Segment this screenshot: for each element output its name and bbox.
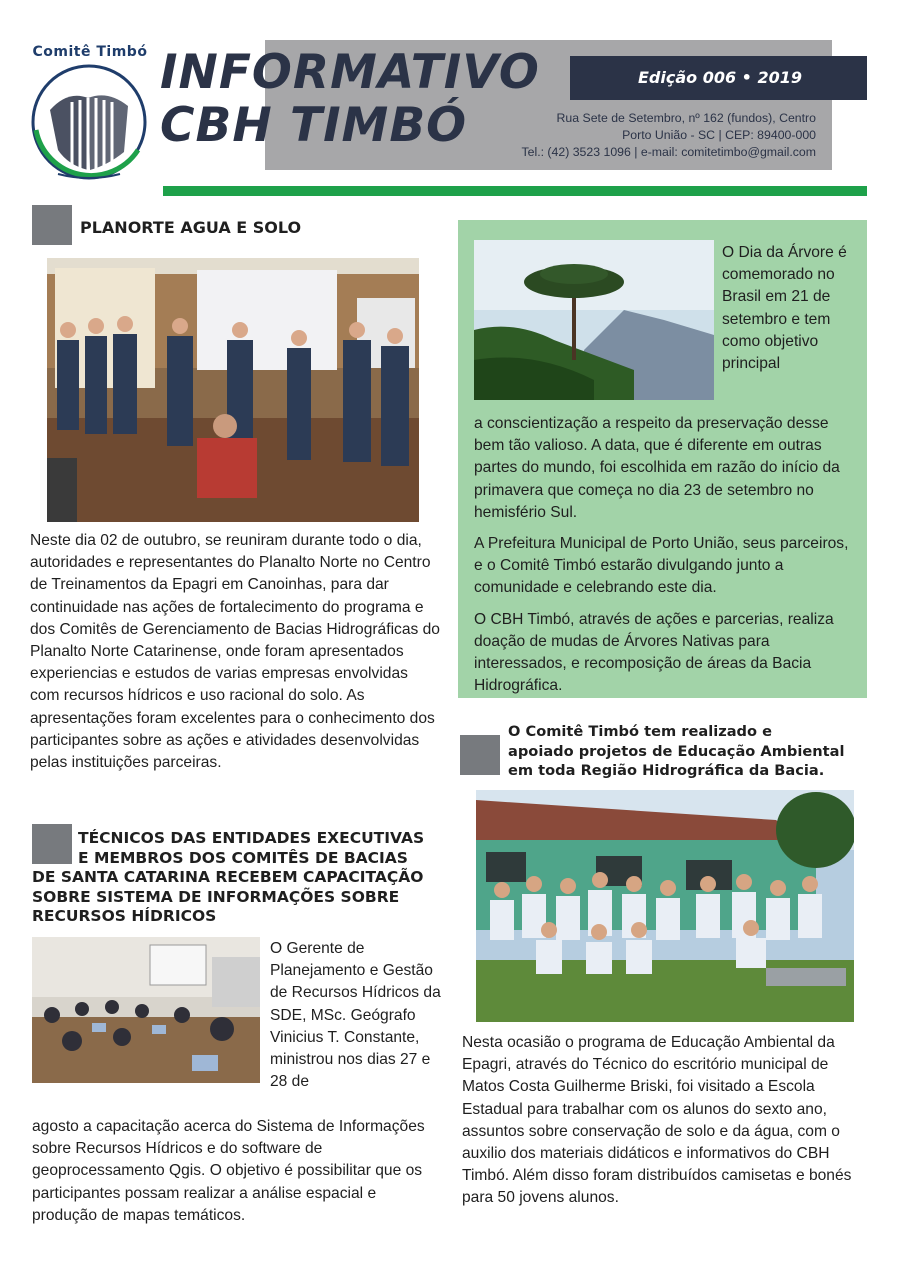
training-classroom-photo [32,937,260,1083]
logo-text: Comitê Timbó [32,44,148,60]
title-line-1: INFORMATIVO [160,45,540,100]
araucaria-tree-photo [474,240,714,400]
heading-line: SOBRE SISTEMA DE INFORMAÇÕES SOBRE [32,887,400,906]
section-tecnicos-side-text: O Gerente de Planejamento e Gestão de Recursos Hídricos da SDE, MSc. Geógrafo Vinicius T. Constante, ministrou nos dias 27 e 28 de [270,940,441,1091]
address-line-2: Porto União - SC | CEP: 89400-000 [622,128,816,142]
heading-line: apoiado projetos de Educação Ambiental [508,742,845,760]
students-school-photo [476,790,854,1022]
planorte-meeting-photo [47,258,419,522]
address-line-1: Rua Sete de Setembro, nº 162 (fundos), Centro [556,111,816,125]
section-tecnicos-body: agosto a capacitação acerca do Sistema de Informações sobre Recursos Hídricos e do software de geoprocessamento Qgis. O objetivo é possibilitar que os participantes possam realizar a análise espacial e produção de mapas temáticos. [32,1118,425,1224]
dia-arvore-para-2: A Prefeitura Municipal de Porto União, seus parceiros, e o Comitê Timbó estarão divulgando junto a comunidade e celebrando este dia. [474,535,849,597]
header-divider [163,186,867,196]
heading-line: DE SANTA CATARINA RECEBEM CAPACITAÇÃO [32,868,424,886]
heading-line: E MEMBROS DOS COMITÊS DE BACIAS [78,848,408,867]
section-educacao-body: Nesta ocasião o programa de Educação Ambiental da Epagri, através do Técnico do escritório municipal de Matos Costa Guilherme Briski, foi visitado a Escola Estadual para trabalhar com os alunos do sexto ano, assuntos sobre conservação de solo e da água, com o auxilio dos materiais didáticos e informativos do CBH Timbó. Além disso foram distribuídos camisetas e bonés para 50 jovens alunos. [462,1034,852,1207]
section-tecnicos-heading [32,829,462,927]
heading-line: RECURSOS HÍDRICOS [32,907,217,925]
edition-label: Edição 006 • 2019 [637,68,802,87]
dia-arvore-para-1: a conscientização a respeito da preservação desse bem tão valioso. A data, que é diferente em outras partes do mundo, foi escolhida em razão do início da primavera que começa no dia 23 de setembro no hemisfério Sul. [474,415,840,521]
heading-line: TÉCNICOS DAS ENTIDADES EXECUTIVAS [78,829,425,847]
section-educacao-heading [508,722,878,781]
logo-waterfall-icon [28,40,150,190]
section-marker [460,735,500,775]
dia-arvore-side-text: O Dia da Árvore é comemorado no Brasil em 21 de setembro e tem como objetivo principal [722,244,847,373]
section-planorte-body: Neste dia 02 de outubro, se reuniram durante todo o dia, autoridades e representantes do Planalto Norte no Centro de Treinamentos da Epagri em Canoinhas, para dar continuidade nas ações de fortalecimento do programa e dos Comitês de Gerenciamento de Bacias Hidrográficas do Planalto Norte Catarinense, onde foram apresentados experiencias e estudos de varias empresas envolvidas com recursos hídricos e uso racional do solo. As apresentações foram excelentes para o conhecimento dos participantes sobre as ações e atividades desenvolvidas pelas instituições parceiras. [30,532,440,772]
contact-address [470,110,816,161]
dia-arvore-paragraphs [474,413,859,697]
section-marker [32,205,72,245]
address-line-3: Tel.: (42) 3523 1096 | e-mail: comitetimbo@gmail.com [521,145,816,159]
dia-arvore-para-3: O CBH Timbó, através de ações e parcerias, realiza doação de mudas de Árvores Nativas para interessados, e recomposição de áreas da Bacia Hidrográfica. [474,610,834,695]
heading-line: O Comitê Timbó tem realizado e [508,723,773,740]
heading-line: em toda Região Hidrográfica da Bacia. [508,762,825,779]
title-line-2: CBH TIMBÓ [160,98,468,153]
section-planorte-heading: PLANORTE AGUA E SOLO [80,218,302,237]
